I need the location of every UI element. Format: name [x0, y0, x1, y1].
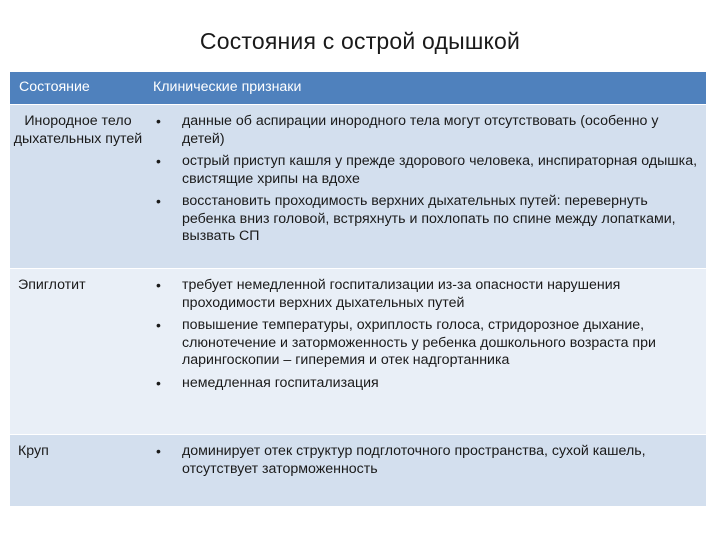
sign-text: требует немедленной госпитализации из-за опасности нарушения проходимости верхних дыхательных путей [182, 277, 621, 311]
sign-text: немедленная госпитализация [182, 374, 379, 391]
sign-text: доминирует отек структур подглоточного пространства, сухой кашель, отсутствует заторможенность [182, 443, 646, 477]
state-cell: Эпиглотит [10, 269, 146, 435]
bullet-icon: • [156, 113, 161, 129]
list-item [154, 113, 698, 148]
signs-list [154, 275, 698, 392]
bullet-icon: • [156, 443, 161, 459]
bullet-icon: • [156, 374, 161, 391]
list-item [154, 277, 698, 312]
bullet-icon: • [156, 277, 161, 293]
table-row [10, 105, 706, 269]
sign-text: острый приступ кашля у прежде здорового человека, инспираторная одышка, свистящие хрипы на вдохе [182, 153, 698, 187]
bullet-icon: • [156, 153, 161, 169]
signs-list [154, 111, 698, 246]
state-cell: Инородное тело дыхательных путей [10, 105, 146, 269]
signs-cell [146, 105, 706, 269]
signs-list [154, 441, 698, 478]
conditions-table [10, 72, 706, 507]
signs-cell [146, 435, 706, 507]
table-header-row [10, 72, 706, 105]
list-item [154, 375, 698, 393]
table-row [10, 435, 706, 507]
sign-text: повышение температуры, охриплость голоса, стридорозное дыхание, слюнотечение и заторможенность у ребенка дошкольного возраста при ларингоскопии – гиперемия и отек надгортанника [182, 317, 656, 368]
list-item [154, 317, 698, 370]
list-item [154, 443, 698, 478]
bullet-icon: • [156, 193, 161, 209]
list-item [154, 153, 698, 188]
list-item [154, 193, 698, 246]
slide-title: Состояния с острой одышкой [199, 28, 521, 54]
sign-text: восстановить проходимость верхних дыхательных путей: перевернуть ребенка вниз головой, встряхнуть и похлопать по спине между лопатками, вызвать СП [182, 193, 676, 244]
bullet-icon: • [156, 317, 161, 333]
table-row [10, 269, 706, 435]
signs-cell [146, 269, 706, 435]
sign-text: данные об аспирации инородного тела могут отсутствовать (особенно у детей) [182, 113, 659, 147]
header-signs: Клинические признаки [146, 72, 706, 105]
header-state: Состояние [10, 72, 146, 105]
state-cell: Круп [10, 435, 146, 507]
